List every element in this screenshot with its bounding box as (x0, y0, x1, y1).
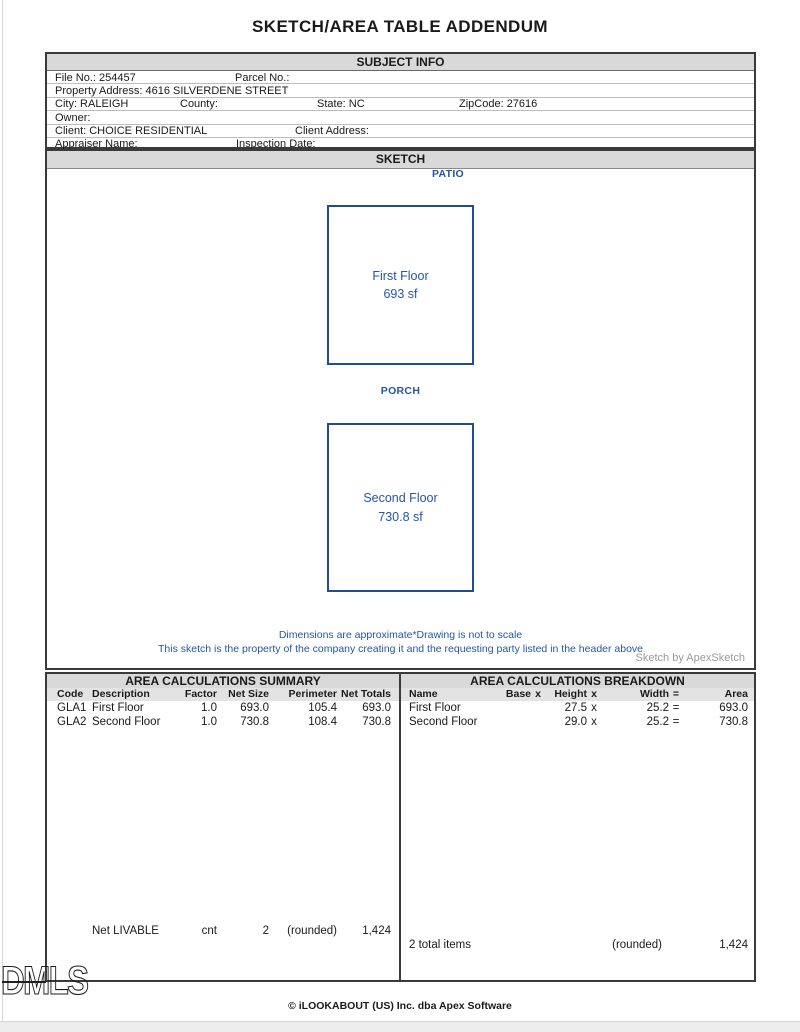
col-description: Description (92, 688, 150, 700)
cell-name: First Floor (409, 702, 461, 714)
subject-row-client (47, 125, 754, 138)
col-perimeter: Perimeter (288, 688, 337, 700)
equals-symbol: = (672, 688, 680, 700)
cell-area: 693.0 (719, 702, 748, 714)
second-floor-area: 730.8 sf (378, 509, 423, 524)
item-count: 2 (262, 925, 269, 937)
cell-net-totals: 730.8 (362, 716, 391, 728)
col-name: Name (409, 688, 438, 700)
summary-row-gla2 (47, 715, 399, 729)
cnt-label: cnt (201, 925, 217, 937)
subject-row-owner (47, 111, 754, 124)
rounded-label: (rounded) (287, 925, 337, 937)
field-county: County: (180, 98, 218, 111)
page-title: SKETCH/AREA TABLE ADDENDUM (252, 17, 548, 36)
col-area: Area (724, 688, 748, 700)
first-floor-area: 693 sf (383, 287, 418, 301)
col-factor: Factor (184, 688, 217, 700)
area-calculations-section (45, 672, 756, 982)
field-client: Client: CHOICE RESIDENTIAL (55, 125, 208, 138)
multiply-symbol: x (535, 688, 541, 700)
field-parcel-no: Parcel No.: (235, 71, 290, 84)
cell-width: 25.2 (646, 716, 669, 728)
breakdown-title: AREA CALCULATIONS BREAKDOWN (401, 674, 754, 688)
bottom-strip (0, 1021, 800, 1032)
cell-base (501, 701, 531, 715)
net-livable-total: 1,424 (362, 925, 391, 937)
summary-table (47, 674, 401, 980)
cell-code: GLA1 (57, 702, 87, 714)
cell-height: 29.0 (564, 716, 587, 728)
subject-row-city (47, 98, 754, 111)
sketch-section (45, 149, 756, 670)
cell-perimeter: 105.4 (308, 702, 337, 714)
subject-info-header: SUBJECT INFO (47, 54, 754, 71)
col-height: Height (554, 688, 587, 700)
col-net-totals: Net Totals (341, 688, 391, 700)
col-base: Base (505, 688, 531, 700)
apexsketch-credit: Sketch by ApexSketch (635, 652, 745, 664)
subject-row-address (47, 84, 754, 97)
field-zipcode: ZipCode: 27616 (459, 98, 538, 111)
first-floor-shape (327, 205, 474, 365)
field-owner: Owner: (55, 111, 91, 124)
breakdown-table (401, 674, 754, 980)
sketch-note-property: This sketch is the property of the company creating it and the requesting party listed in the header above (157, 643, 644, 655)
cell-description: First Floor (92, 702, 144, 714)
cell-height: 27.5 (564, 702, 587, 714)
multiply-symbol: x (591, 716, 597, 728)
cell-code: GLA2 (57, 716, 87, 728)
subject-info-section (45, 52, 756, 149)
field-appraiser-name: Appraiser Name: (55, 138, 138, 151)
page-edge-line (2, 0, 3, 1032)
breakdown-total-value: 1,424 (719, 939, 748, 951)
breakdown-row-first-floor (401, 701, 754, 715)
col-width: Width (639, 688, 669, 700)
col-net-size: Net Size (228, 688, 269, 700)
sketch-note-scale: Dimensions are approximate*Drawing is not to scale (278, 629, 523, 641)
field-client-address: Client Address: (295, 125, 369, 138)
cell-name: Second Floor (409, 716, 478, 728)
cell-net-size: 693.0 (240, 702, 269, 714)
net-livable-label: Net LIVABLE (92, 925, 159, 937)
field-inspection-date: Inspection Date: (236, 138, 316, 151)
total-items-label: 2 total items (409, 939, 471, 951)
cell-factor: 1.0 (201, 716, 217, 728)
cell-factor: 1.0 (201, 702, 217, 714)
first-floor-name: First Floor (372, 268, 429, 283)
field-property-address: Property Address: 4616 SILVERDENE STREET (55, 84, 289, 97)
cell-area: 730.8 (719, 716, 748, 728)
cell-base (501, 715, 531, 729)
summary-row-gla1 (47, 701, 399, 715)
sketch-header: SKETCH (47, 151, 754, 169)
summary-title: AREA CALCULATIONS SUMMARY (47, 674, 399, 688)
field-file-no: File No.: 254457 (55, 71, 136, 84)
col-code: Code (57, 688, 84, 700)
footer-copyright: © iLOOKABOUT (US) Inc. dba Apex Software (288, 1000, 512, 1012)
subject-row-file (47, 71, 754, 84)
mls-watermark: DMLS (1, 959, 88, 1003)
patio-label: PATIO (432, 168, 465, 180)
second-floor-name: Second Floor (363, 491, 438, 506)
cell-description: Second Floor (92, 716, 161, 728)
breakdown-row-second-floor (401, 715, 754, 729)
porch-label: PORCH (380, 385, 421, 397)
equals-symbol: = (672, 702, 680, 714)
multiply-symbol: x (591, 688, 597, 700)
equals-symbol: = (672, 716, 680, 728)
breakdown-total-row (401, 938, 754, 952)
second-floor-shape (327, 423, 474, 592)
cell-width: 25.2 (646, 702, 669, 714)
summary-column-header (47, 688, 399, 701)
cell-perimeter: 108.4 (308, 716, 337, 728)
breakdown-column-header (401, 688, 754, 701)
multiply-symbol: x (591, 702, 597, 714)
cell-net-totals: 693.0 (362, 702, 391, 714)
summary-total-row (47, 924, 399, 938)
rounded-label: (rounded) (612, 939, 662, 951)
field-city: City: RALEIGH (55, 98, 129, 111)
field-state: State: NC (317, 98, 365, 111)
cell-net-size: 730.8 (240, 716, 269, 728)
